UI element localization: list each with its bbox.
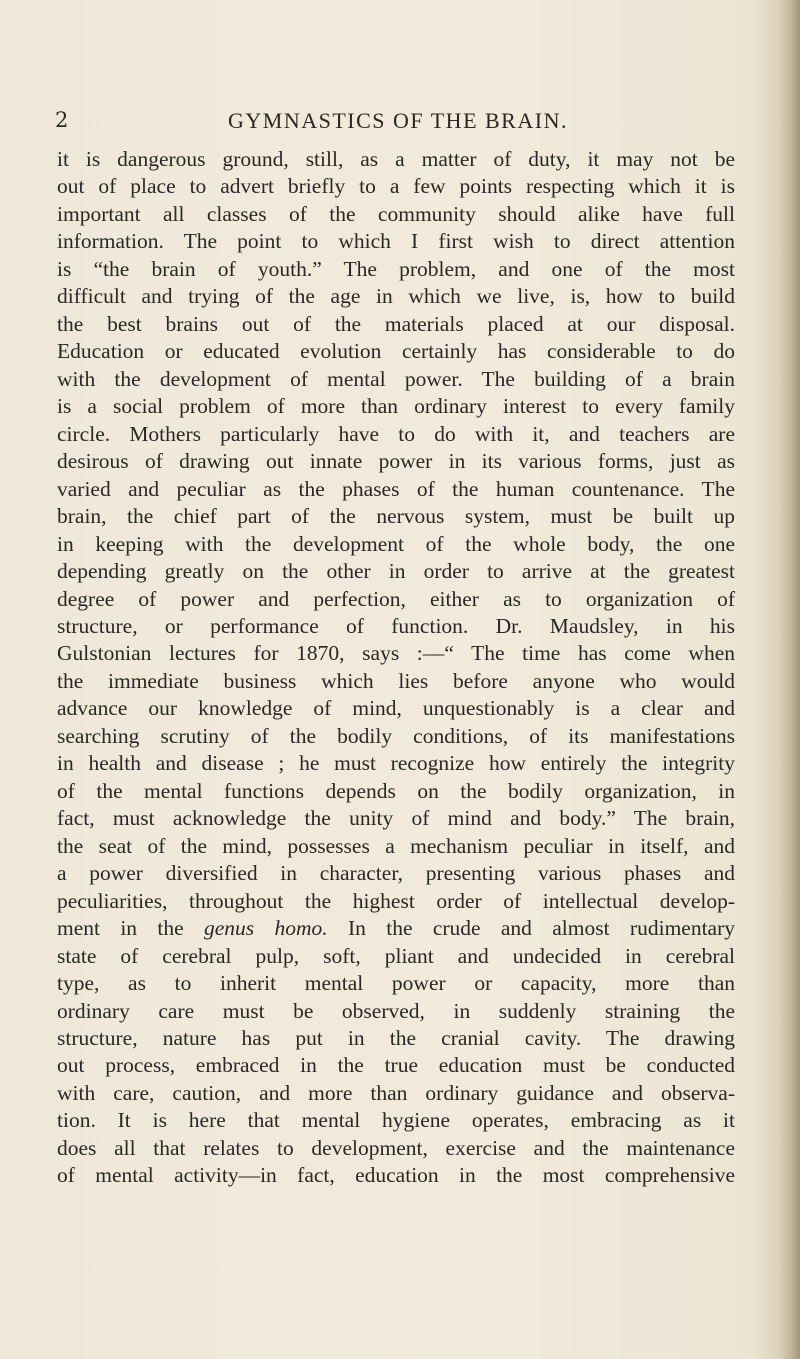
text-segment: ment in the — [57, 916, 204, 941]
text-line: state of cerebral pulp, soft, pliant and undecided in cerebral — [57, 943, 735, 968]
body-text — [57, 146, 735, 1190]
text-line: it is dangerous ground, still, as a matter of duty, it may not be — [57, 147, 735, 171]
text-segment: In the crude and almost rudimentary — [327, 916, 736, 941]
page-number: 2 — [55, 108, 70, 132]
text-line: in health and disease ; he must recognize how entirely the integrity — [57, 751, 735, 776]
text-line: the best brains out of the materials placed at our disposal. — [57, 311, 735, 336]
text-line: difficult and trying of the age in which we live, is, how to build — [57, 284, 735, 309]
italic-phrase: genus homo. — [203, 916, 328, 941]
text-line: tion. It is here that mental hygiene operates, embracing as it — [57, 1108, 735, 1133]
running-head: GYMNASTICS OF THE BRAIN. — [228, 108, 568, 133]
text-line: ordinary care must be observed, in suddenly straining the — [57, 998, 735, 1023]
text-line: peculiarities, throughout the highest order of intellectual develop- — [57, 888, 735, 913]
text-line: Education or educated evolution certainly has considerable to do — [57, 339, 735, 364]
text-line: is “the brain of youth.” The problem, and one of the most — [57, 256, 735, 281]
text-line: in keeping with the development of the whole body, the one — [57, 531, 735, 556]
text-line: circle. Mothers particularly have to do with it, and teachers are — [57, 421, 735, 446]
text-line: important all classes of the community should alike have full — [57, 201, 735, 226]
text-line: brain, the chief part of the nervous system, must be built up — [57, 504, 735, 529]
text-line: of mental activity—in fact, education in the most comprehensive — [57, 1163, 735, 1188]
text-line: advance our knowledge of mind, unquestionably is a clear and — [57, 696, 735, 721]
text-line: Gulstonian lectures for 1870, says :—“ The time has come when — [57, 641, 735, 666]
text-line: of the mental functions depends on the bodily organization, in — [57, 778, 735, 803]
text-line: does all that relates to development, exercise and the maintenance — [57, 1135, 735, 1160]
text-line: out process, embraced in the true education must be conducted — [57, 1053, 735, 1078]
text-line-with-italic — [57, 915, 735, 942]
text-line: depending greatly on the other in order to arrive at the greatest — [57, 559, 735, 584]
page-header — [50, 108, 750, 138]
text-line: the seat of the mind, possesses a mechanism peculiar in itself, and — [57, 833, 735, 858]
text-line: with the development of mental power. The building of a brain — [57, 366, 735, 391]
text-line: with care, caution, and more than ordinary guidance and observa- — [57, 1080, 735, 1105]
text-line: structure, nature has put in the cranial cavity. The drawing — [57, 1026, 735, 1050]
text-line: out of place to advert briefly to a few points respecting which it is — [57, 174, 735, 199]
text-line: searching scrutiny of the bodily conditions, of its manifestations — [57, 723, 735, 748]
text-line: varied and peculiar as the phases of the human countenance. The — [57, 476, 735, 501]
text-line: information. The point to which I first wish to direct attention — [57, 229, 735, 254]
text-line: degree of power and perfection, either as to organization of — [57, 586, 735, 611]
text-line: fact, must acknowledge the unity of mind and body.” The brain, — [57, 806, 735, 831]
text-line: is a social problem of more than ordinary interest to every family — [57, 394, 735, 419]
page-edge-shadow — [778, 0, 800, 1359]
text-line: a power diversified in character, presenting various phases and — [57, 861, 735, 886]
text-line: type, as to inherit mental power or capacity, more than — [57, 971, 735, 996]
text-line: the immediate business which lies before anyone who would — [57, 668, 735, 693]
text-line: desirous of drawing out innate power in its various forms, just as — [57, 449, 735, 474]
text-line: structure, or performance of function. Dr. Maudsley, in his — [57, 613, 735, 638]
